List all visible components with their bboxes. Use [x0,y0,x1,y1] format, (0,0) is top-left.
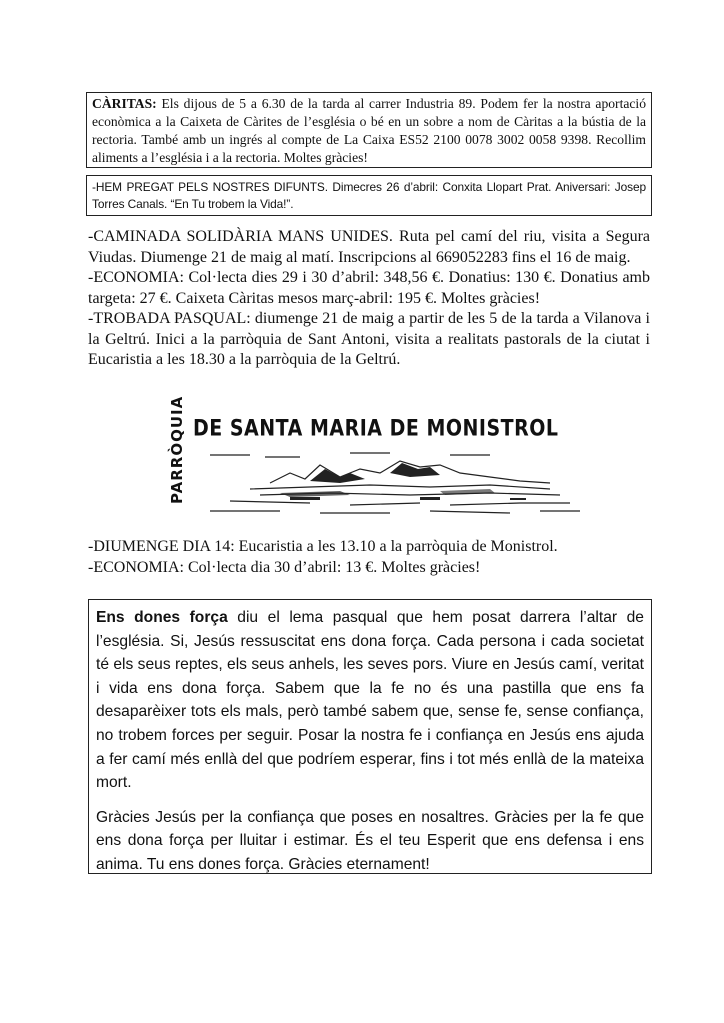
caritas-box [86,92,652,168]
lema-paragraph-1 [96,606,644,795]
logo-side-text: PARRÒQUIA [168,395,186,504]
news-item-caminada: -CAMINADA SOLIDÀRIA MANS UNIDES. Ruta pel camí del riu, visita a Segura Viudas. Diumenge 21 de maig al matí. Inscripcions al 669052283 fins el 16 de maig. [88,228,650,266]
difunts-text: -HEM PREGAT PELS NOSTRES DIFUNTS. Dimecres 26 d’abril: Conxita Llopart Prat. Aniversari: Josep Torres Canals. “En Tu trobem la Vida!”. [92,180,646,211]
caritas-label: CÀRITAS: [92,96,157,111]
lema-paragraph-2: Gràcies Jesús per la confiança que poses en nosaltres. Gràcies per la fe que ens dona força per lluitar i estimar. És el teu Esperit que ens defensa i ens anima. Tu ens dones força. Gràcies eternament! [96,808,644,873]
lema-bold: Ens dones força [96,609,228,626]
monistrol-news-list [88,537,650,578]
news-item-economia-monistrol: -ECONOMIA: Col·lecta dia 30 d’abril: 13 €. Moltes gràcies! [88,558,481,576]
parish-news-list [88,227,650,371]
news-item-economia: -ECONOMIA: Col·lecta dies 29 i 30 d’abril: 348,56 €. Donatius: 130 €. Donatius amb targeta: 27 €. Caixeta Càritas mesos març-abril: 195 €. Moltes gràcies! [88,269,650,307]
lema-text-1: diu el lema pasqual que hem posat darrera l’altar de l’església. Si, Jesús ressuscitat ens dona força. Cada persona i cada societat té els seus reptes, els seus anhels, les seves pors. Viure en Jesús camí, veritat i vida ens dona força. Sabem que la fe no és una pastilla que ens fa desaparèixer tots els mals, però també sabem que, sense fe, sense confiança, no trobem forces per seguir. Posar la nostra fe i confiança en Jesús ens ajuda a fer camí més enllà del que podríem esperar, fins i tot més enllà de la mateixa mort. [96,609,644,792]
logo-title: DE SANTA MARIA DE MONISTROL [193,416,559,442]
difunts-box [86,175,652,216]
news-item-diumenge: -DIUMENGE DIA 14: Eucaristia a les 13.10 a la parròquia de Monistrol. [88,538,558,555]
lema-box [88,599,652,874]
mountain-landscape-illustration [190,443,590,518]
caritas-text: Els dijous de 5 a 6.30 de la tarda al carrer Industria 89. Podem fer la nostra aportació econòmica a la Caixeta de Càrites de l’església o bé en un sobre a nom de Càritas a la bústia de la rectoria. També amb un ingrés al compte de La Caixa ES52 2100 0078 3002 0058 9398. Recollim aliments a l’església i a la rectoria. Moltes gràcies! [92,96,646,165]
parish-logo [160,395,590,520]
news-item-trobada: -TROBADA PASQUAL: diumenge 21 de maig a partir de les 5 de la tarda a Vilanova i la Geltrú. Inici a la parròquia de Sant Antoni, visita a realitats pastorals de la ciutat i Eucaristia a les 18.30 a la parròquia de la Geltrú. [88,310,650,368]
